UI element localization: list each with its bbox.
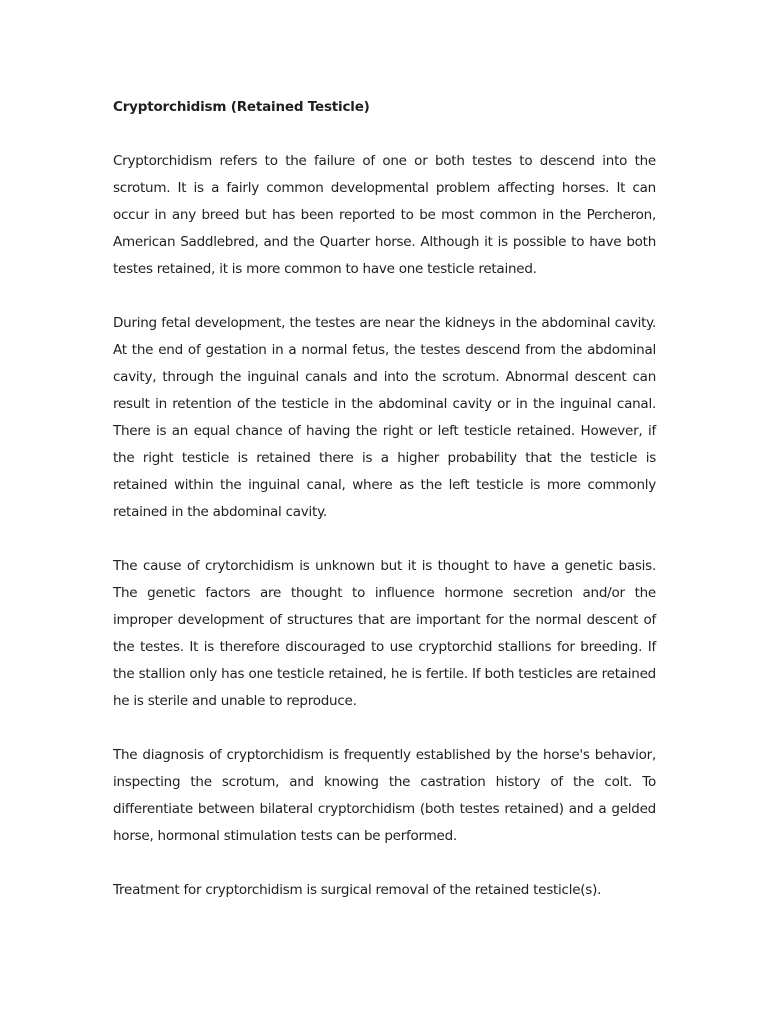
paragraph-definition: Cryptorchidism refers to the failure of one or both testes to descend into the scrotum. It is a fairly common developmental problem affecting horses. It can occur in any breed but has been reported to be most common in the Percheron, American Saddlebred, and the Quarter horse. Although it is possible to have both testes retained, it is more common to have one testicle retained.: [113, 153, 656, 277]
paragraph-diagnosis: The diagnosis of cryptorchidism is frequently established by the horse's behavior, inspecting the scrotum, and knowing the castration history of the colt. To differentiate between bilateral cryptorchidism (both testes retained) and a gelded horse, hormonal stimulation tests can be performed.: [113, 747, 656, 844]
document-page: [113, 94, 656, 904]
paragraph-fetal-development: During fetal development, the testes are near the kidneys in the abdominal cavity. At the end of gestation in a normal fetus, the testes descend from the abdominal cavity, through the inguinal canals and into the scrotum. Abnormal descent can result in retention of the testicle in the abdominal cavity or in the inguinal canal. There is an equal chance of having the right or left testicle retained. However, if the right testicle is retained there is a higher probability that the testicle is retained within the inguinal canal, where as the left testicle is more commonly retained in the abdominal cavity.: [113, 315, 656, 520]
paragraph-treatment: Treatment for cryptorchidism is surgical removal of the retained testicle(s).: [113, 882, 602, 898]
document-title: Cryptorchidism (Retained Testicle): [113, 99, 370, 115]
paragraph-cause: The cause of crytorchidism is unknown but it is thought to have a genetic basis. The genetic factors are thought to influence hormone secretion and/or the improper development of structures that are important for the normal descent of the testes. It is therefore discouraged to use cryptorchid stallions for breeding. If the stallion only has one testicle retained, he is fertile. If both testicles are retained he is sterile and unable to reproduce.: [113, 558, 656, 709]
